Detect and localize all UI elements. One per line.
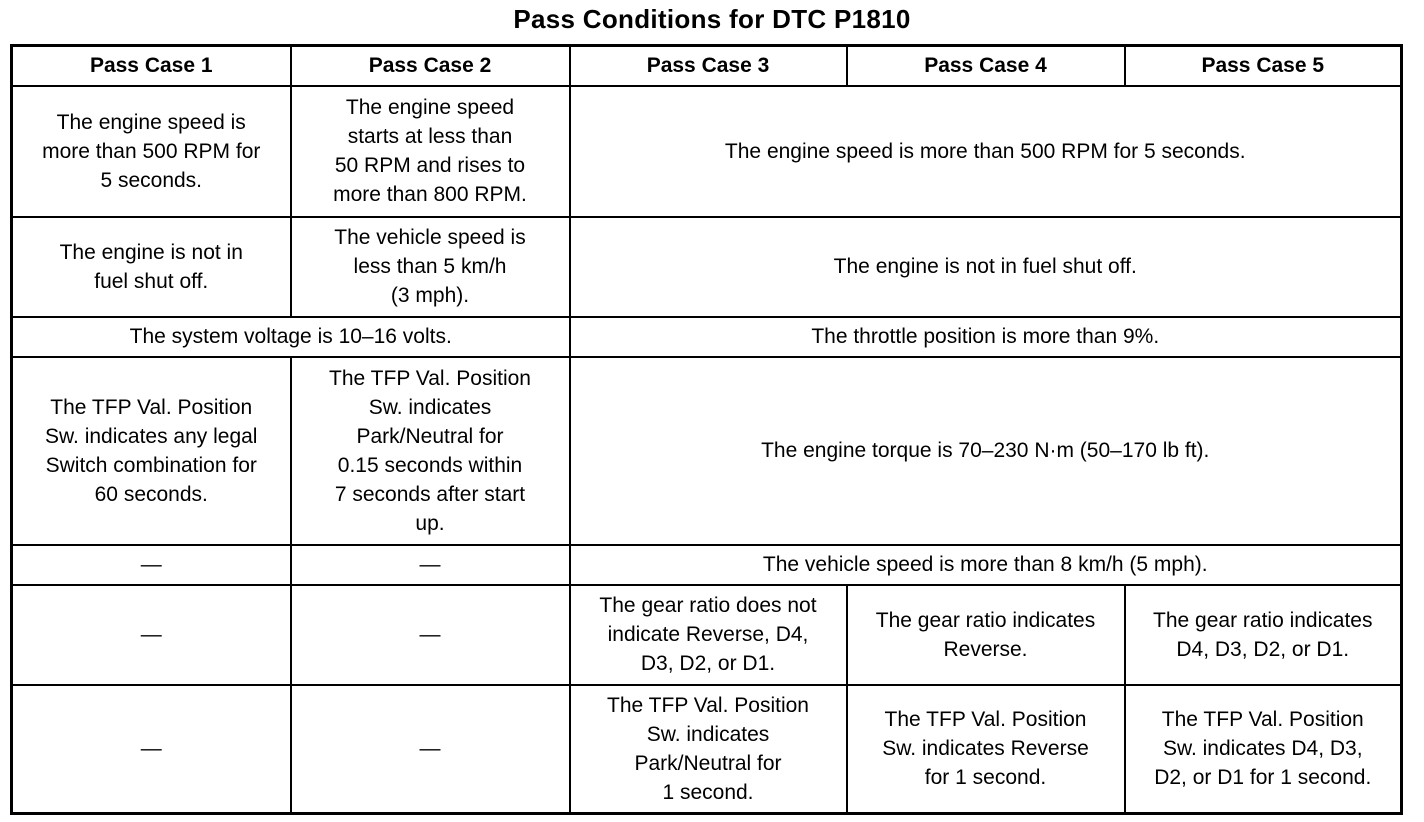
table-row-fuel [12, 217, 1402, 317]
cell-gear-ratio-case-2: — [291, 585, 570, 685]
table-row-tfp [12, 357, 1402, 545]
header-pass-case-2: Pass Case 2 [291, 46, 570, 86]
cell-fuel-case-1: The engine is not in fuel shut off. [12, 217, 291, 317]
table-row-engine-speed [12, 86, 1402, 217]
cell-engine-speed-case-2: The engine speed starts at less than 50 RPM and rises to more than 800 RPM. [291, 86, 570, 217]
cell-gear-ratio-case-5: The gear ratio indicates D4, D3, D2, or D1. [1125, 585, 1402, 685]
cell-throttle-case-3-5: The throttle position is more than 9%. [570, 317, 1402, 357]
cell-engine-speed-case-1: The engine speed is more than 500 RPM for 5 seconds. [12, 86, 291, 217]
cell-fuel-case-3-5: The engine is not in fuel shut off. [570, 217, 1402, 317]
cell-gear-ratio-case-3: The gear ratio does not indicate Reverse, D4, D3, D2, or D1. [570, 585, 847, 685]
table-row-tfp-final [12, 685, 1402, 814]
cell-vehicle-speed-case-3-5: The vehicle speed is more than 8 km/h (5 mph). [570, 545, 1402, 585]
table-row-voltage [12, 317, 1402, 357]
cell-vehicle-speed-case-2: — [291, 545, 570, 585]
cell-engine-speed-case-3-5: The engine speed is more than 500 RPM for 5 seconds. [570, 86, 1402, 217]
cell-tfp-final-case-1: — [12, 685, 291, 814]
cell-gear-ratio-case-1: — [12, 585, 291, 685]
pass-conditions-table [10, 44, 1403, 815]
page-title: Pass Conditions for DTC P1810 [513, 4, 911, 34]
header-pass-case-3: Pass Case 3 [570, 46, 847, 86]
cell-gear-ratio-case-4: The gear ratio indicates Reverse. [847, 585, 1125, 685]
cell-torque-case-3-5: The engine torque is 70–230 N·m (50–170 lb ft). [570, 357, 1402, 545]
header-row [12, 46, 1402, 86]
cell-tfp-final-case-2: — [291, 685, 570, 814]
header-pass-case-1: Pass Case 1 [12, 46, 291, 86]
table-row-gear-ratio [12, 585, 1402, 685]
cell-tfp-case-2: The TFP Val. Position Sw. indicates Park/Neutral for 0.15 seconds within 7 seconds after start up. [291, 357, 570, 545]
table-row-vehicle-speed [12, 545, 1402, 585]
cell-tfp-case-1: The TFP Val. Position Sw. indicates any legal Switch combination for 60 seconds. [12, 357, 291, 545]
header-pass-case-4: Pass Case 4 [847, 46, 1125, 86]
cell-vehicle-speed-case-1: — [12, 545, 291, 585]
header-pass-case-5: Pass Case 5 [1125, 46, 1402, 86]
cell-voltage-case-1-2: The system voltage is 10–16 volts. [12, 317, 570, 357]
cell-tfp-final-case-3: The TFP Val. Position Sw. indicates Park/Neutral for 1 second. [570, 685, 847, 814]
cell-tfp-final-case-4: The TFP Val. Position Sw. indicates Reverse for 1 second. [847, 685, 1125, 814]
cell-fuel-case-2: The vehicle speed is less than 5 km/h (3 mph). [291, 217, 570, 317]
cell-tfp-final-case-5: The TFP Val. Position Sw. indicates D4, D3, D2, or D1 for 1 second. [1125, 685, 1402, 814]
